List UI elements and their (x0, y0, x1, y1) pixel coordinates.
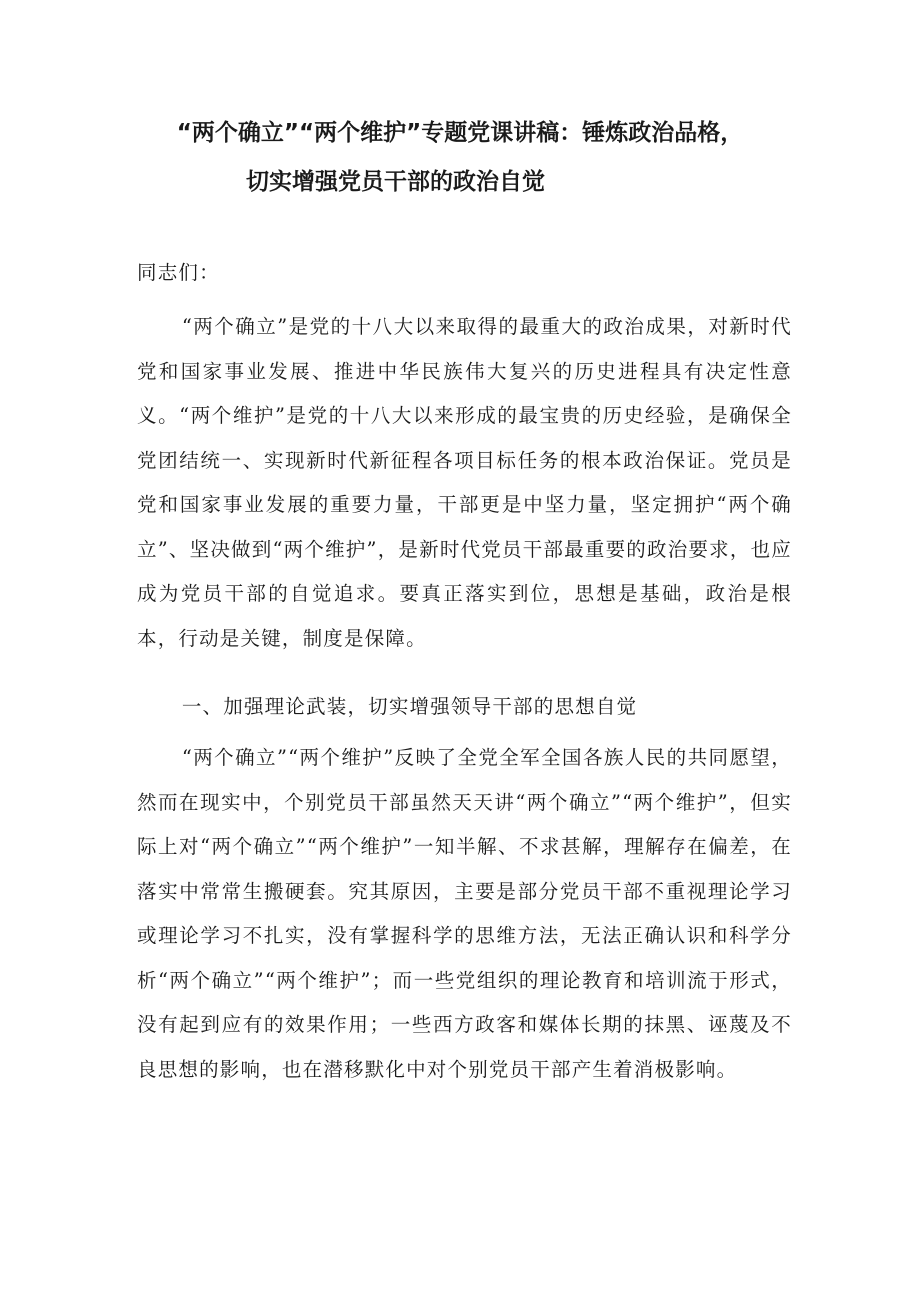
document-title-line-1: “两个确立”“两个维护”专题党课讲稿：锤炼政治品格， (176, 120, 744, 146)
section-heading-1: 一、加强理论武装，切实增强领导干部的思想自觉 (181, 695, 638, 718)
paragraph-intro: “两个确立”是党的十八大以来取得的最重大的政治成果，对新时代党和国家事业发展、推进中华民族伟大复兴的历史进程具有决定性意义。“两个维护”是党的十八大以来形成的最宝贵的历史经验，是确保全党团结统一、实现新时代新征程各项目标任务的根本政治保证。党员是党和国家事业发展的重要力量，干部更是中坚力量，坚定拥护“两个确立”、坚决做到“两个维护”，是新时代党员干部最重要的政治要求，也应成为党员干部的自觉追求。要真正落实到位，思想是基础，政治是根本，行动是关键，制度是保障。 (137, 315, 792, 650)
document-title-line-2: 切实增强党员干部的政治自觉 (246, 169, 545, 195)
paragraph-section-1: “两个确立”“两个维护”反映了全党全军全国各族人民的共同愿望，然而在现实中，个别党员干部虽然天天讲“两个确立”“两个维护”，但实际上对“两个确立”“两个维护”一知半解、不求甚解，理解存在偏差，在落实中常常生搬硬套。究其原因，主要是部分党员干部不重视理论学习或理论学习不扎实，没有掌握科学的思维方法，无法正确认识和科学分析“两个确立”“两个维护”；而一些党组织的理论教育和培训流于形式，没有起到应有的效果作用；一些西方政客和媒体长期的抹黑、诬蔑及不良思想的影响，也在潜移默化中对个别党员干部产生着消极影响。 (137, 746, 792, 1081)
salutation: 同志们： (137, 261, 220, 284)
